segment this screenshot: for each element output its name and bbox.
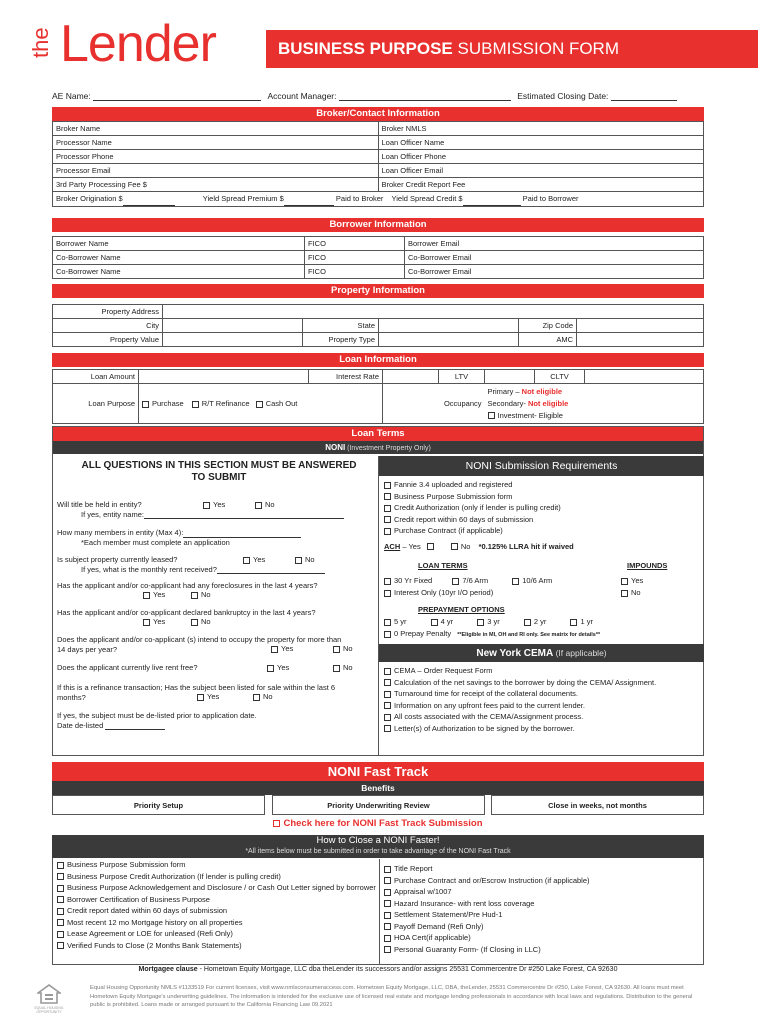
property-type-field[interactable] <box>379 333 519 347</box>
borrower-table-row <box>53 251 704 265</box>
broker-section <box>52 107 704 207</box>
prepay-4yr-label: 4 yr <box>440 617 454 626</box>
broker-cell-label[interactable]: Loan Officer Phone <box>378 150 704 164</box>
monthly-rent-field[interactable] <box>217 566 325 574</box>
loan-terms-title: Loan Terms <box>53 427 703 441</box>
noni-req-title: NONI Submission Requirements <box>379 456 704 476</box>
fast-track-item-label: Purchase Contract and or/Escrow Instruction (if applicable) <box>394 875 590 885</box>
fast-track-item-label: Settlement Statement/Pre Hud-1 <box>394 910 503 919</box>
q7-yes-label: Yes <box>277 663 290 672</box>
cema-item-label: All costs associated with the CEMA/Assignment process. <box>394 712 584 721</box>
borrower-section-title: Borrower Information <box>52 218 704 232</box>
ae-name-field[interactable] <box>93 93 261 101</box>
borrower-section <box>52 218 704 279</box>
property-address-label: Property Address <box>53 305 163 319</box>
fast-track-item-label: Personal Guaranty Form- (If Closing in LLC) <box>394 944 541 954</box>
ysc-field[interactable] <box>463 198 521 206</box>
primary-label: Primary – <box>487 386 522 396</box>
fast-track-item-label: Credit report dated within 60 days of submission <box>67 906 228 915</box>
cema-title-sub: (If applicable) <box>553 648 607 658</box>
fast-track-item-label: Business Purpose Credit Authorization (If lender is pulling credit) <box>67 871 281 881</box>
q5-yes-label: Yes <box>153 617 166 626</box>
prepay-2yr-label: 2 yr <box>533 617 547 626</box>
q6-yes-checkbox[interactable] <box>271 646 278 653</box>
broker-cell-label[interactable]: Loan Officer Name <box>378 136 704 150</box>
city-field[interactable] <box>163 319 303 333</box>
date-delisted-field[interactable] <box>105 722 165 730</box>
title-bold: BUSINESS PURPOSE <box>278 39 453 58</box>
10-6-arm-checkbox[interactable] <box>512 578 519 585</box>
broker-origination-field[interactable] <box>123 198 175 206</box>
q9-text: If yes, the subject must be de-listed prior to application date. <box>57 711 257 720</box>
ach-label: ACH <box>384 541 401 551</box>
borrower-cell-label[interactable]: Co-Borrower Email <box>405 265 704 279</box>
7-6-arm-label: 7/6 Arm <box>462 576 489 585</box>
borrower-table-row <box>53 265 704 279</box>
noni-req-item-checkbox[interactable] <box>384 493 391 500</box>
q6-text: Does the applicant and/or co-applicant (s) intend to occupy the property for more than 14 days per year? <box>57 635 342 654</box>
interest-rate-field[interactable] <box>383 370 439 384</box>
broker-cell-label[interactable]: Processor Phone <box>53 150 379 164</box>
borrower-cell-label[interactable]: Co-Borrower Email <box>405 251 704 265</box>
cema-item <box>384 700 704 712</box>
occupancy-label: Occupancy <box>383 384 485 424</box>
broker-table-row <box>53 122 704 136</box>
cema-item <box>384 723 704 735</box>
cema-item-checkbox[interactable] <box>384 725 391 732</box>
broker-cell-label[interactable]: Broker NMLS <box>378 122 704 136</box>
account-manager-field[interactable] <box>339 93 511 101</box>
property-type-label: Property Type <box>303 333 379 347</box>
cema-item-checkbox[interactable] <box>384 679 391 686</box>
noni-req-item-checkbox[interactable] <box>384 505 391 512</box>
benefit-priority-underwriting: Priority Underwriting Review <box>272 795 485 815</box>
prepay-4yr-checkbox[interactable] <box>431 619 438 626</box>
members-field[interactable] <box>183 530 301 538</box>
borrower-cell-label[interactable]: FICO <box>305 237 405 251</box>
property-section-title: Property Information <box>52 284 704 298</box>
q2-text: How many members in entity (Max 4): <box>57 528 184 537</box>
impound-no-checkbox[interactable] <box>621 590 628 597</box>
loan-section <box>52 353 704 424</box>
q3-no-label: No <box>305 555 315 564</box>
noni-req-item <box>384 502 704 514</box>
title-bar <box>266 30 758 68</box>
equal-housing-text: EQUAL HOUSING OPPORTUNITY <box>34 1006 64 1014</box>
ach-note: *0.125% LLRA hit if waived <box>478 541 574 551</box>
fast-track-item-label: Lease Agreement or LOE for unleased (Refi Only) <box>67 929 233 938</box>
fast-track-item-label: Hazard Insurance- with rent loss coverage <box>394 898 535 908</box>
noni-req-item <box>384 514 704 526</box>
q9b-text: Date de-listed <box>57 720 104 730</box>
interest-rate-label: Interest Rate <box>309 370 383 384</box>
cema-item <box>384 665 704 677</box>
state-field[interactable] <box>379 319 519 333</box>
broker-table-row <box>53 136 704 150</box>
ysp-label: Yield Spread Premium $ <box>202 194 284 203</box>
loan-table <box>52 369 704 424</box>
ltv-label: LTV <box>439 370 485 384</box>
logo-lender: Lender <box>60 15 216 73</box>
fast-track-title: NONI Fast Track <box>52 762 704 781</box>
prepay-3yr-checkbox[interactable] <box>477 619 484 626</box>
q4 <box>57 581 377 599</box>
q1-no-checkbox[interactable] <box>255 502 262 509</box>
logo-the-text: the <box>28 27 53 58</box>
q8-no-checkbox[interactable] <box>253 694 260 701</box>
benefits-row <box>52 795 704 815</box>
broker-table-row <box>53 178 704 192</box>
prepay-5yr-checkbox[interactable] <box>384 619 391 626</box>
q6 <box>57 635 377 654</box>
amc-field[interactable] <box>577 333 704 347</box>
q5 <box>57 608 377 626</box>
30yr-fixed-label: 30 Yr Fixed <box>394 576 433 585</box>
impound-yes-checkbox[interactable] <box>621 578 628 585</box>
broker-cell-label[interactable]: Processor Name <box>53 136 379 150</box>
prepay-1yr-label: 1 yr <box>580 617 593 626</box>
purchase-checkbox[interactable] <box>142 401 149 408</box>
broker-fee-row <box>52 192 704 207</box>
q4-text: Has the applicant and/or co-applicant had any foreclosures in the last 4 years? <box>57 581 318 590</box>
prepay-heading: PREPAYMENT OPTIONS <box>418 605 505 614</box>
borrower-table-row <box>53 237 704 251</box>
q2b-text: *Each member must complete an application <box>81 537 230 547</box>
ysp-field[interactable] <box>284 198 334 206</box>
q9 <box>57 711 377 730</box>
account-manager-label: Account Manager: <box>267 91 337 101</box>
interest-only-checkbox[interactable] <box>384 590 391 597</box>
cema-item-checkbox[interactable] <box>384 702 391 709</box>
fast-track-check-row[interactable] <box>52 818 704 829</box>
mortgagee-clause-text: - Hometown Equity Mortgage, LLC dba theLender its successors and/or assigns 25531 Commercentre Dr #250 Lake Forest, CA 92630 <box>197 966 618 973</box>
secondary-label: Secondary- <box>487 398 528 408</box>
rt-refinance-checkbox[interactable] <box>192 401 199 408</box>
cema-item-label: CEMA – Order Request Form <box>394 666 493 675</box>
mortgagee-clause-label: Mortgagee clause <box>138 966 198 973</box>
fast-track-item-label: Title Report <box>394 864 433 873</box>
how-to-title: How to Close a NONI Faster! <box>316 835 440 846</box>
q7-yes-checkbox[interactable] <box>267 665 274 672</box>
closing-date-field[interactable] <box>611 93 677 101</box>
broker-cell-label[interactable]: 3rd Party Processing Fee $ <box>53 178 379 192</box>
prepay-options <box>384 617 593 626</box>
loan-section-title: Loan Information <box>52 353 704 367</box>
primary-note: Not eligible <box>521 386 563 396</box>
cema-item-checkbox[interactable] <box>384 668 391 675</box>
q3b-text: If yes, what is the monthly rent received? <box>81 564 217 574</box>
cema-item-label: Letter(s) of Authorization to be signed by the borrower. <box>394 723 575 733</box>
noni-req-item-checkbox[interactable] <box>384 528 391 535</box>
q1-no-label: No <box>265 500 275 509</box>
zip-field[interactable] <box>577 319 704 333</box>
mortgagee-clause <box>52 966 704 973</box>
prepay-3yr-label: 3 yr <box>487 617 500 626</box>
cema-item-label: Information on any upfront fees paid to the current lender. <box>394 700 585 710</box>
broker-cell-label[interactable]: Loan Officer Email <box>378 164 704 178</box>
q5-yes-checkbox[interactable] <box>143 619 150 626</box>
borrower-cell-label[interactable]: Co-Borrower Name <box>53 251 305 265</box>
cema-title <box>379 644 704 662</box>
q6-yes-label: Yes <box>281 644 294 653</box>
property-table <box>52 304 704 347</box>
q4-yes-label: Yes <box>153 590 166 599</box>
secondary-note: Not eligible <box>527 398 569 408</box>
prepay-1yr-checkbox[interactable] <box>570 619 577 626</box>
noni-req-item-checkbox[interactable] <box>384 516 391 523</box>
cltv-label: CLTV <box>535 370 585 384</box>
q1b-text: If yes, entity name: <box>81 509 144 519</box>
benefit-close-weeks: Close in weeks, not months <box>491 795 704 815</box>
entity-name-field[interactable] <box>144 511 344 519</box>
house-icon <box>37 984 61 1004</box>
broker-table-row <box>53 164 704 178</box>
cema-list <box>379 662 704 734</box>
how-to-bar <box>52 835 704 858</box>
fast-track-item-label: Business Purpose Acknowledgement and Disclosure / or Cash Out Letter signed by borrower <box>67 883 376 892</box>
cema-title-text: New York CEMA <box>476 648 554 659</box>
broker-origination-label: Broker Origination $ <box>56 194 123 203</box>
q5-no-label: No <box>201 617 211 626</box>
borrower-cell-label[interactable]: Co-Borrower Name <box>53 265 305 279</box>
cema-item-label: Turnaround time for receipt of the collateral documents. <box>394 689 578 698</box>
q5-no-checkbox[interactable] <box>191 619 198 626</box>
property-address-field[interactable] <box>163 305 704 319</box>
loan-purpose-options <box>139 384 383 424</box>
noni-req-item-label: Purchase Contract (if applicable) <box>394 526 503 535</box>
amc-label: AMC <box>519 333 577 347</box>
fast-track-item-label: Business Purpose Submission form <box>67 860 186 869</box>
cema-item <box>384 677 704 689</box>
ae-name-label: AE Name: <box>52 91 91 101</box>
q2 <box>57 528 377 547</box>
prepay-zero-row <box>384 629 600 638</box>
header-fields <box>52 91 704 101</box>
cash-out-label: Cash Out <box>265 399 298 408</box>
prepay-0-checkbox[interactable] <box>384 631 391 638</box>
ach-row <box>384 542 704 551</box>
title-rest: SUBMISSION FORM <box>452 39 619 58</box>
q8 <box>57 683 377 702</box>
equal-housing-icon <box>34 984 64 1018</box>
q6-no-label: No <box>343 644 353 653</box>
broker-table <box>52 121 704 192</box>
broker-cell-label[interactable]: Broker Credit Report Fee <box>378 178 704 192</box>
q8-yes-label: Yes <box>207 692 220 701</box>
noni-req-item-label: Business Purpose Submission form <box>394 491 513 501</box>
q5-text: Has the applicant and/or co-applicant declared bankruptcy in the last 4 years? <box>57 608 316 617</box>
borrower-cell-label[interactable]: Borrower Name <box>53 237 305 251</box>
prepay-0-label: 0 Prepay Penalty <box>394 629 452 638</box>
fast-track-box <box>52 858 704 965</box>
all-questions-heading: ALL QUESTIONS IN THIS SECTION MUST BE ANSWERED TO SUBMIT <box>81 460 357 483</box>
fast-track-item-label: Payoff Demand (Refi Only) <box>394 921 484 931</box>
impounds-heading: IMPOUNDS <box>627 561 668 570</box>
benefits-bar: Benefits <box>52 781 704 795</box>
noni-req-item-checkbox[interactable] <box>384 482 391 489</box>
q4-yes-checkbox[interactable] <box>143 592 150 599</box>
q3-text: Is subject property currently leased? <box>57 555 178 564</box>
q4-no-label: No <box>201 590 211 599</box>
q7-no-label: No <box>343 663 353 672</box>
impound-yes-label: Yes <box>631 576 644 585</box>
noni-req-item-label: Fannie 3.4 uploaded and registered <box>394 480 513 489</box>
prepay-5yr-label: 5 yr <box>394 617 407 626</box>
cema-section <box>379 644 704 734</box>
q3-yes-checkbox[interactable] <box>243 557 250 564</box>
borrower-table <box>52 236 704 279</box>
cema-item-checkbox[interactable] <box>384 714 391 721</box>
borrower-cell-label[interactable]: FICO <box>305 251 405 265</box>
q7-text: Does the applicant currently live rent free? <box>57 663 198 672</box>
property-value-field[interactable] <box>163 333 303 347</box>
q7-no-checkbox[interactable] <box>333 665 340 672</box>
q7 <box>57 663 377 673</box>
cema-item <box>384 711 704 723</box>
cash-out-checkbox[interactable] <box>256 401 263 408</box>
fast-track-item-label: Verified Funds to Close (2 Months Bank Statements) <box>67 940 242 950</box>
q1-text: Will title be held in entity? <box>57 500 142 509</box>
prepay-2yr-checkbox[interactable] <box>524 619 531 626</box>
paid-to-broker: Paid to Broker <box>335 194 384 203</box>
fast-track-checkbox[interactable] <box>273 820 280 827</box>
noni-req-item <box>384 479 704 491</box>
q1-yes-label: Yes <box>213 500 226 509</box>
cema-item <box>384 688 704 700</box>
cema-item-checkbox[interactable] <box>384 691 391 698</box>
loan-amount-label: Loan Amount <box>53 370 139 384</box>
purchase-label: Purchase <box>152 399 184 408</box>
noni-req-column <box>379 456 704 551</box>
logo-the <box>30 18 52 58</box>
city-label: City <box>53 319 163 333</box>
cltv-field[interactable] <box>585 370 704 384</box>
how-to-subtitle: *All items below must be submitted in order to take advantage of the NONI Fast Track <box>245 848 511 855</box>
noni-req-item <box>384 525 704 537</box>
loan-terms-heading: LOAN TERMS <box>418 561 468 570</box>
q8-yes-checkbox[interactable] <box>197 694 204 701</box>
broker-cell-label[interactable]: Processor Email <box>53 164 379 178</box>
fast-track-item-label: Appraisal w/1007 <box>394 887 452 896</box>
q4-no-checkbox[interactable] <box>191 592 198 599</box>
q1 <box>57 500 377 519</box>
property-section <box>52 284 704 347</box>
legal-text: Equal Housing Opportunity NMLS #1133519 For current licenses, visit www.nmlsconsumeraccess.com. Hometown Equity Mortgage, LLC, DBA, theLender, 25531 Commercentre Dr #250, Lake Forest, CA 92630. All loans must meet Hometown Equity Mortgage's underwriting guidelines. The information is intended for the exclusive use of licensed real estate and mortgage lending professionals in accordance with local laws and regulations. Distribution to the general public is prohibited. Loans made or arranged pursuant to the California Financing Law 09.2021 <box>90 985 693 1008</box>
state-label: State <box>303 319 379 333</box>
loan-purpose-label: Loan Purpose <box>53 384 139 424</box>
fast-track-item-label: HOA Cert(if applicable) <box>394 933 471 942</box>
closing-date-label: Estimated Closing Date: <box>517 91 609 101</box>
interest-only-row <box>384 588 493 597</box>
investment-checkbox[interactable] <box>488 412 495 419</box>
noni-req-list <box>379 476 704 537</box>
noni-req-item <box>384 491 704 503</box>
7-6-arm-checkbox[interactable] <box>452 578 459 585</box>
prepay-note: **Eligible in MI, OH and RI only. See matrix for details** <box>457 632 601 638</box>
q1-yes-checkbox[interactable] <box>203 502 210 509</box>
zip-label: Zip Code <box>519 319 577 333</box>
broker-cell-label[interactable]: Broker Name <box>53 122 379 136</box>
loan-term-options <box>384 576 552 585</box>
ach-no-checkbox[interactable] <box>451 543 458 550</box>
ysc-label: Yield Spread Credit $ <box>391 194 463 203</box>
ltv-field[interactable] <box>485 370 535 384</box>
occupancy-options <box>485 384 704 424</box>
noni-req-item-label: Credit Authorization (only if lender is pulling credit) <box>394 503 561 512</box>
broker-section-title: Broker/Contact Information <box>52 107 704 121</box>
impound-yes <box>621 576 643 585</box>
noni-req-item-label: Credit report within 60 days of submission <box>394 514 534 524</box>
borrower-cell-label[interactable]: FICO <box>305 265 405 279</box>
benefit-priority-setup: Priority Setup <box>52 795 265 815</box>
paid-to-borrower: Paid to Borrower <box>522 194 579 203</box>
ach-yes-checkbox[interactable] <box>427 543 434 550</box>
q8-no-label: No <box>263 692 273 701</box>
fast-track-check-label: Check here for NONI Fast Track Submission <box>283 818 483 829</box>
noni-bar <box>53 441 703 454</box>
fast-track-item-label: Borrower Certification of Business Purpose <box>67 894 210 904</box>
rt-refinance-label: R/T Refinance <box>201 399 250 408</box>
ach-yes-label: – Yes <box>400 541 421 551</box>
10-6-arm-label: 10/6 Arm <box>522 576 553 585</box>
loan-amount-field[interactable] <box>139 370 309 384</box>
q3 <box>57 555 377 574</box>
impound-no-label: No <box>631 588 641 597</box>
borrower-cell-label[interactable]: Borrower Email <box>405 237 704 251</box>
interest-only-label: Interest Only (10yr I/O period) <box>394 588 494 597</box>
broker-table-row <box>53 150 704 164</box>
noni-sub: (Investment Property Only) <box>345 445 431 452</box>
investment-label: Investment- Eligible <box>497 410 563 420</box>
cema-item-label: Calculation of the net savings to the borrower by doing the CEMA/ Assignment. <box>394 677 657 687</box>
q3-no-checkbox[interactable] <box>295 557 302 564</box>
impound-no <box>621 588 641 597</box>
q3-yes-label: Yes <box>253 555 266 564</box>
30yr-fixed-checkbox[interactable] <box>384 578 391 585</box>
ach-no-label: No <box>460 541 471 551</box>
q8-text: If this is a refinance transaction; Has the subject been listed for sale within the last 6 months? <box>57 683 336 702</box>
fast-track-item-label: Most recent 12 mo Mortgage history on all properties <box>67 917 243 927</box>
q6-no-checkbox[interactable] <box>333 646 340 653</box>
property-value-label: Property Value <box>53 333 163 347</box>
noni-label: NONI <box>325 443 346 452</box>
